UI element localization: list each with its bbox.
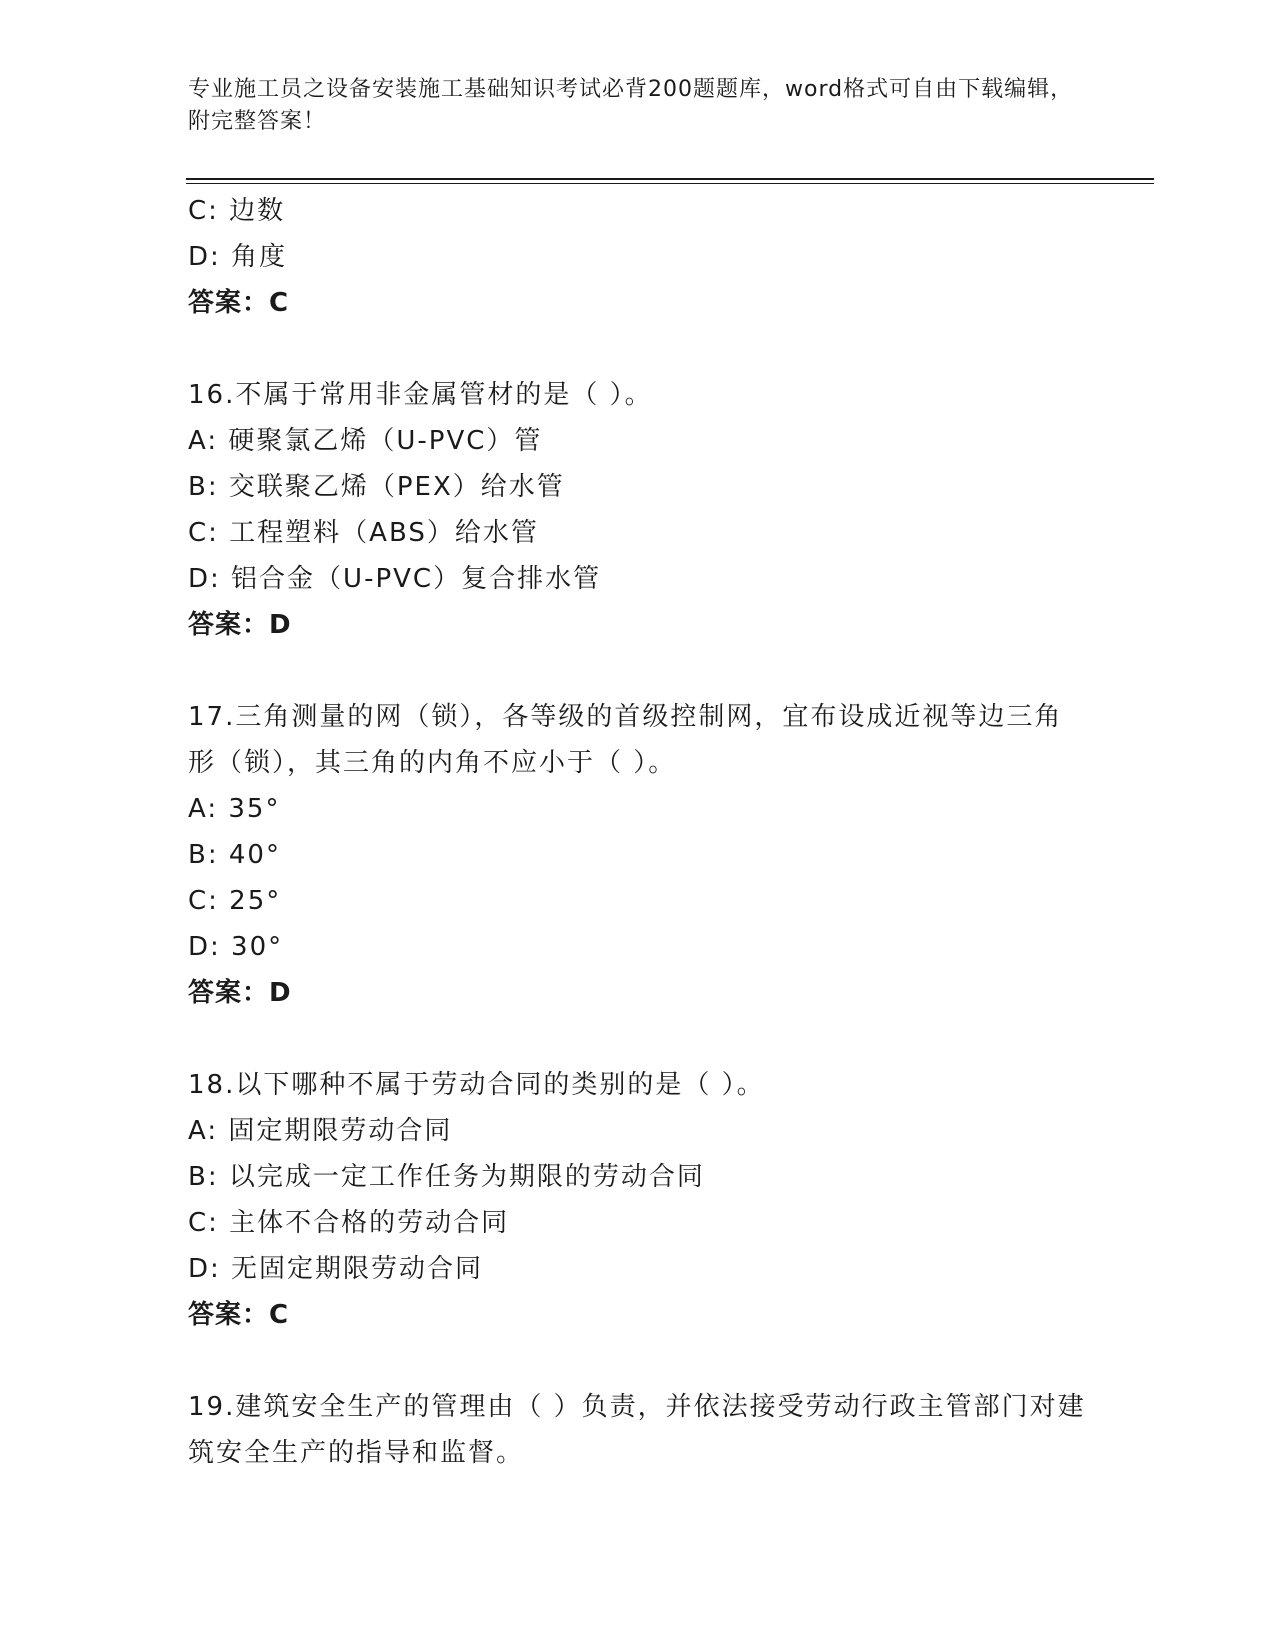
option-b: B: 40° [188, 840, 281, 870]
option-c: C: 主体不合格的劳动合同 [188, 1208, 510, 1238]
question-text: 17.三角测量的网（锁），各等级的首级控制网，宜布设成近视等边三角形（锁），其三角的内角不应小于（ ）。 [188, 702, 1063, 778]
answer: 答案：C [188, 288, 290, 318]
option-a: A: 硬聚氯乙烯（U-PVC）管 [188, 426, 543, 456]
option-d: D: 角度 [188, 242, 288, 272]
question-text: 18.以下哪种不属于劳动合同的类别的是（ ）。 [188, 1070, 765, 1100]
question-text: 16.不属于常用非金属管材的是（ ）。 [188, 380, 653, 410]
question-text: 19.建筑安全生产的管理由（ ）负责，并依法接受劳动行政主管部门对建筑安全生产的指导和监督。 [188, 1392, 1086, 1468]
option-d: D: 无固定期限劳动合同 [188, 1254, 484, 1284]
option-b: B: 以完成一定工作任务为期限的劳动合同 [188, 1162, 705, 1192]
question-17 [188, 694, 1088, 1016]
question-15-tail [188, 188, 1088, 326]
spacer [188, 648, 1088, 694]
option-d: D: 铝合金（U-PVC）复合排水管 [188, 564, 602, 594]
option-c: C: 工程塑料（ABS）给水管 [188, 518, 539, 548]
spacer [188, 326, 1088, 372]
option-d: D: 30° [188, 932, 284, 962]
question-list [188, 188, 1088, 1476]
header-rule-thick [186, 178, 1154, 180]
question-19 [188, 1384, 1088, 1476]
option-a: A: 固定期限劳动合同 [188, 1116, 453, 1146]
question-18 [188, 1062, 1088, 1338]
spacer [188, 1016, 1088, 1062]
spacer [188, 1338, 1088, 1384]
answer: 答案：D [188, 610, 292, 640]
header-rule-thin [186, 183, 1154, 184]
answer: 答案：D [188, 978, 292, 1008]
question-16 [188, 372, 1088, 648]
answer: 答案：C [188, 1300, 290, 1330]
document-header: 专业施工员之设备安装施工基础知识考试必背200题题库，word格式可自由下载编辑，附完整答案！ [188, 77, 1074, 134]
option-c: C: 25° [188, 886, 282, 916]
option-b: B: 交联聚乙烯（PEX）给水管 [188, 472, 565, 502]
option-c: C: 边数 [188, 196, 286, 226]
option-a: A: 35° [188, 794, 281, 824]
